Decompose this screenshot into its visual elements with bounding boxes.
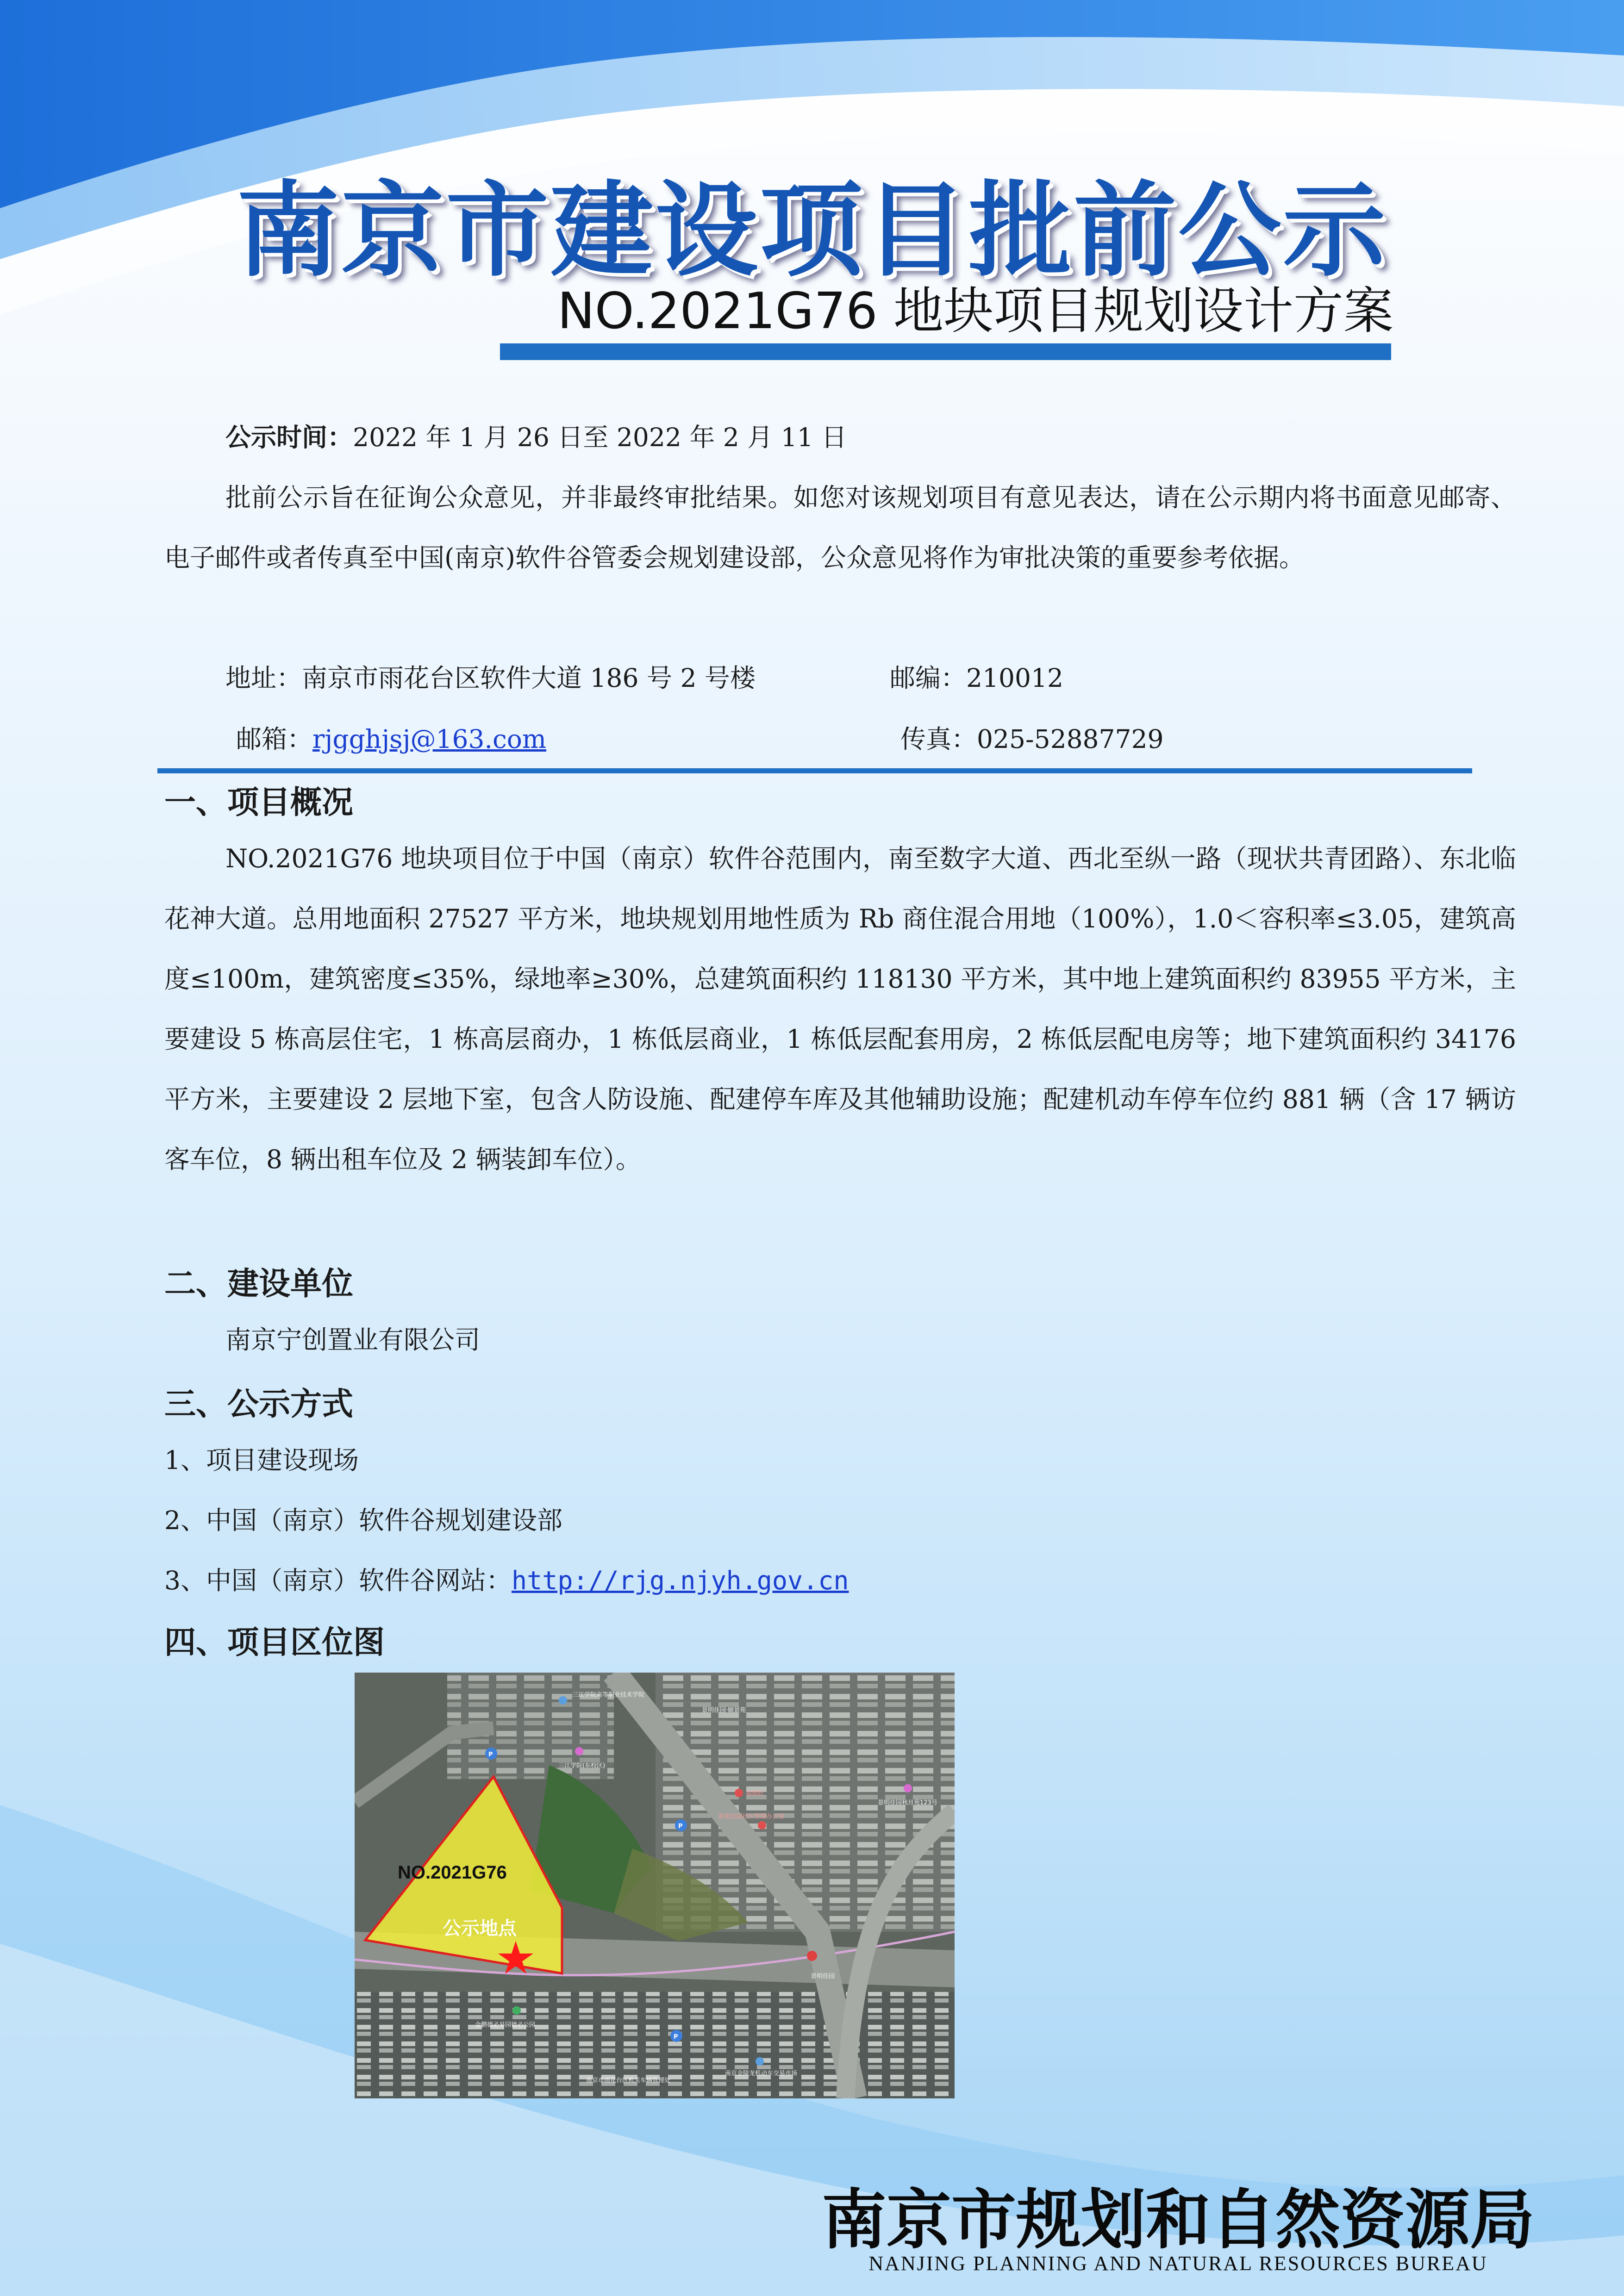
notice-purpose: 批前公示旨在征询公众意见，并非最终审批结果。如您对该规划项目有意见表达，请在公示期内将书面意见邮寄、电子邮件或者传真至中国(南京)软件谷管委会规划建设部，公众意见将作为审批决策的重要参考依据。: [164, 483, 1516, 572]
fax-value: 025-52887729: [977, 724, 1164, 754]
poi-label: 金鹏德必易园德必公园: [475, 2022, 536, 2028]
overview-heading: 一、项目概况: [164, 784, 354, 821]
page-subtitle: NO.2021G76 地块项目规划设计方案: [557, 282, 1393, 340]
poi-pin-icon: [559, 1696, 567, 1705]
postcode-value: 210012: [966, 663, 1063, 693]
svg-text:P: P: [488, 1751, 493, 1758]
poi-label: 福德旺: [746, 1790, 764, 1797]
satellite-map: [355, 1673, 955, 2098]
poi-pin-icon: [512, 2006, 521, 2015]
notice-address-row: [225, 648, 1517, 708]
poi-pin-icon: [756, 2057, 764, 2066]
method-heading: 三、公示方式: [164, 1386, 354, 1423]
method-item-3-label: 3、中国（南京）软件谷网站：: [164, 1566, 512, 1595]
poi-label: 景明佳园·颐景苑: [702, 1707, 746, 1714]
site-label: 公示地点: [443, 1918, 517, 1939]
bureau-name: 南京市规划和自然资源局: [821, 2182, 1535, 2258]
location-map: [355, 1673, 955, 2098]
postcode: [890, 648, 1063, 708]
method-item-1: 1、项目建设现场: [164, 1445, 359, 1475]
parking-icon: [485, 1748, 497, 1760]
poi-pin-icon: [807, 1951, 817, 1961]
parking-icon: [675, 1819, 687, 1831]
method-item-2: 2、中国（南京）软件谷规划建设部: [164, 1506, 562, 1535]
fax-label: 传真：: [900, 724, 977, 754]
postcode-label: 邮编：: [890, 663, 967, 693]
parking-icon: [670, 2030, 682, 2042]
bureau-name-en: NANJING PLANNING AND NATURAL RESOURCES BUREAU: [868, 2252, 1488, 2275]
website-link[interactable]: http://rjg.njyh.gov.cn: [512, 1566, 849, 1595]
email-label: 邮箱：: [236, 724, 313, 754]
method-item-3: [164, 1550, 849, 1611]
notice-time: [164, 407, 1516, 467]
poi-pin-icon: [575, 1747, 583, 1755]
fax: [900, 709, 1164, 769]
poi-label: 景明佳园秋月苑123号: [878, 1799, 937, 1806]
poi-label: 景明佳园: [811, 1973, 835, 1980]
poi-label: 南京市雨花台区机关车辆管理处: [586, 2077, 671, 2084]
overview-text: NO.2021G76 地块项目位于中国（南京）软件谷范围内，南至数字大道、西北至纵一路（现状共青团路）、东北临花神大道。总用地面积 27527 平方米，地块规划用地性质为 Rb 商住混合用地（100%），1.0＜容积率≤3.05，建筑高度≤100m，建筑密度≤35%，绿地率≥30%，总建筑面积约 118130 平方米，其中地上建筑面积约 83955 平方米，主要建设 5 栋高层住宅，1 栋高层商办，1 栋低层商业，1 栋低层配套用房，2 栋低层配电房等；地下建筑面积约 34176 平方米，主要建设 2 层地下室，包含人防设施、配建停车库及其他辅助设施；配建机动车停车位约 881 辆（含 17 辆访客车位，8 辆出租车位及 2 辆装卸车位）。: [164, 844, 1516, 1174]
parcel-label: NO.2021G76: [398, 1862, 507, 1883]
notice-time-label: 公示时间：: [225, 422, 353, 452]
section-divider: [157, 768, 1472, 773]
poi-label: 三江学院(东校区): [558, 1762, 606, 1769]
notice-contact-row: [236, 709, 1518, 769]
address-value: 南京市雨花台区软件大道 186 号 2 号楼: [302, 663, 756, 693]
address-label: 地址：: [225, 663, 302, 693]
poi-label: 三江学院高等职业技术学院: [572, 1692, 645, 1699]
poi-pin-icon: [735, 1789, 743, 1797]
svg-text:P: P: [674, 2034, 678, 2041]
builder-name: 南京宁创置业有限公司: [225, 1325, 481, 1355]
page-title: 南京市建设项目批前公示: [237, 171, 1387, 291]
email-link[interactable]: rjgghjsj@163.com: [312, 724, 547, 754]
poi-label: 景明佳园社区管理办公室: [718, 1813, 785, 1820]
subtitle-underline: [500, 343, 1391, 360]
poi-pin-icon: [904, 1784, 912, 1792]
poi-label: 南京金陵龙机动车交易市场: [725, 2070, 798, 2077]
map-heading: 四、项目区位图: [164, 1624, 385, 1661]
svg-text:P: P: [678, 1823, 683, 1830]
notice-time-value: 2022 年 1 月 26 日至 2022 年 2 月 11 日: [353, 423, 847, 452]
builder-heading: 二、建设单位: [164, 1266, 354, 1302]
poi-pin-icon: [758, 1821, 766, 1829]
